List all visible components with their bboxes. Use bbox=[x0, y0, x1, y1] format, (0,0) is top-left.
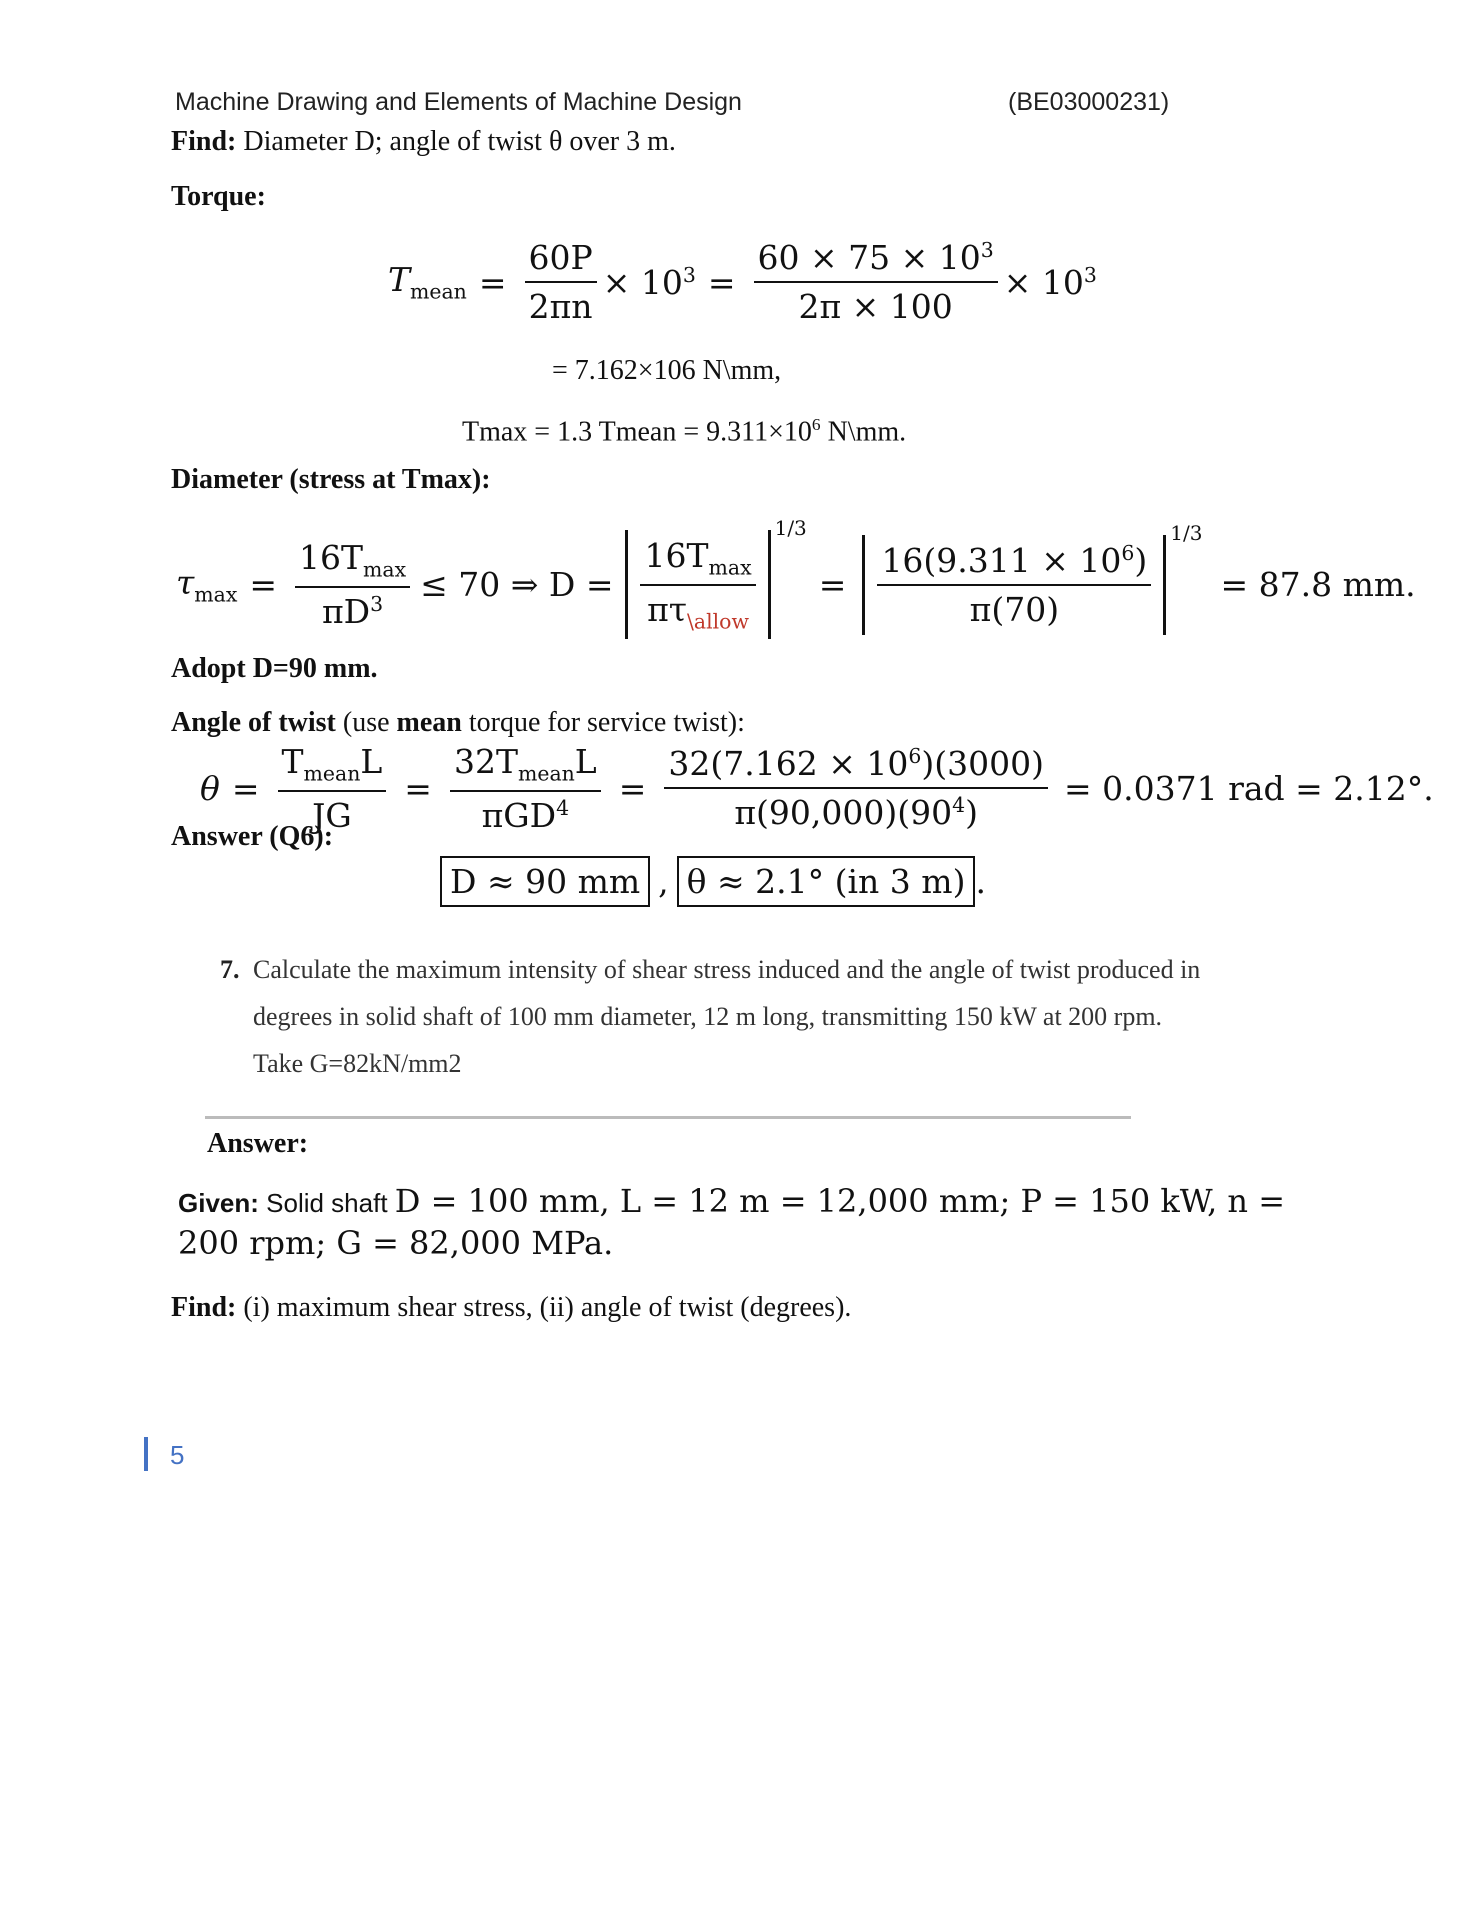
times-factor: × $10^3$ bbox=[1003, 262, 1097, 302]
answer-box-twist: θ ≈ 2.1° (in 3 m) bbox=[677, 856, 976, 907]
stress-fraction: $\frac{16T_{max}}{\pi D^3}$ bbox=[295, 538, 410, 631]
torque-heading: Torque: bbox=[171, 181, 266, 212]
torque-fraction-2 bbox=[754, 238, 998, 326]
answer-q6-heading: Answer (Q6): bbox=[171, 821, 334, 852]
power-exponent: 1/3 bbox=[1170, 520, 1203, 545]
twist-result: = 0.0371 rad = 2.12°. bbox=[1063, 768, 1434, 808]
diameter-heading: Diameter (stress at Tmax): bbox=[171, 464, 491, 495]
torque-lhs-sub: mean bbox=[410, 279, 467, 304]
torque-fraction-1 bbox=[525, 238, 597, 326]
fraction-denominator: 2π × 100 bbox=[798, 287, 953, 326]
fraction-numerator: 60P bbox=[525, 238, 597, 283]
page-number-bar bbox=[144, 1437, 148, 1471]
find-line bbox=[171, 125, 676, 159]
answer-q6-boxes: D ≈ 90 mm , θ ≈ 2.1° (in 3 m) . bbox=[440, 856, 986, 907]
equals-sign: = bbox=[707, 262, 736, 302]
torque-max-value: Tmax = 1.3 Tmean = $9.311\times 10^6$ N\mm. bbox=[462, 415, 907, 448]
question-line-1: Calculate the maximum intensity of shear stress induced and the angle of twist produced in bbox=[253, 955, 1201, 984]
bracket-expression-1: $\frac{16T_{max}}{\pi\tau_{\backslash allow}}$ 1/3 bbox=[621, 530, 806, 639]
given-line-2: 200 rpm; G = 82,000 MPa. bbox=[178, 1224, 614, 1262]
given-line-1: Given: Solid shaft D = 100 mm, L = 12 m = 12,000 mm; P = 150 kW, n = bbox=[178, 1182, 1286, 1220]
torque-lhs: T bbox=[388, 260, 411, 300]
find-label: Find: bbox=[171, 126, 237, 157]
adopt-diameter: Adopt D=90 mm. bbox=[171, 653, 378, 684]
question-line-3: Take G=82kN/mm2 bbox=[253, 1049, 462, 1078]
bracket-expression-2: $\frac{16(9.311 \times 10^6)}{\pi(70)}$ 1/3 bbox=[858, 535, 1202, 635]
document-title: Machine Drawing and Elements of Machine Design bbox=[175, 88, 742, 116]
torque-mean-value: = 7.162×106 N\mm, bbox=[552, 355, 782, 386]
find-text: Diameter D; angle of twist θ over 3 m. bbox=[236, 126, 676, 157]
page-number: 5 bbox=[170, 1440, 185, 1470]
answer-q7-heading: Answer: bbox=[207, 1128, 309, 1159]
answer-box-diameter: D ≈ 90 mm bbox=[440, 856, 650, 907]
fraction-denominator: 2πn bbox=[528, 287, 593, 326]
times-factor: × $10^3$ bbox=[602, 262, 696, 302]
twist-equation: θ = $\frac{T_{mean}L}{JG}$ = $\frac{32T_{mean}L}{\pi GD^4}$ = $\frac{32(7.162 \times 10^6)(3000)}{\pi(90,000)(90^4)}$ = 0.0371 rad = 2.12°. bbox=[200, 742, 1434, 835]
diameter-equation: $\tau_{max}$ = $\frac{16T_{max}}{\pi D^3}$ ≤ 70 ⇒ D = $\frac{16T_{max}}{\pi\tau_{\backslash allow}}$ 1/3 = $\frac{16(9.311 \times 10^6)}{\pi(70)}$ 1/3 = 87.8 mm. bbox=[176, 530, 1416, 639]
fraction-numerator: $60 \times 75 \times 10^3$ bbox=[754, 238, 998, 283]
twist-fraction-3: $\frac{32(7.162 \times 10^6)(3000)}{\pi(90,000)(90^4)}$ bbox=[664, 744, 1048, 832]
question-line-2: degrees in solid shaft of 100 mm diameter, 12 m long, transmitting 150 kW at 200 rpm. bbox=[253, 1002, 1163, 1031]
diameter-result: = 87.8 mm. bbox=[1220, 565, 1416, 605]
course-code: (BE03000231) bbox=[1008, 88, 1170, 116]
torque-equation bbox=[388, 238, 1097, 326]
equals-sign: = bbox=[478, 262, 507, 302]
twist-fraction-2: $\frac{32T_{mean}L}{\pi GD^4}$ bbox=[450, 742, 601, 835]
power-exponent: 1/3 bbox=[774, 516, 807, 540]
question-number: 7. bbox=[220, 955, 240, 984]
twist-heading: Angle of twist (use mean torque for service twist): bbox=[171, 707, 745, 738]
twist-fraction-1: $\frac{T_{mean}L}{JG}$ bbox=[278, 742, 387, 835]
stress-condition: ≤ 70 ⇒ D = bbox=[420, 565, 614, 605]
section-divider bbox=[205, 1116, 1131, 1119]
find-line-2: Find: (i) maximum shear stress, (ii) angle of twist (degrees). bbox=[171, 1292, 852, 1323]
